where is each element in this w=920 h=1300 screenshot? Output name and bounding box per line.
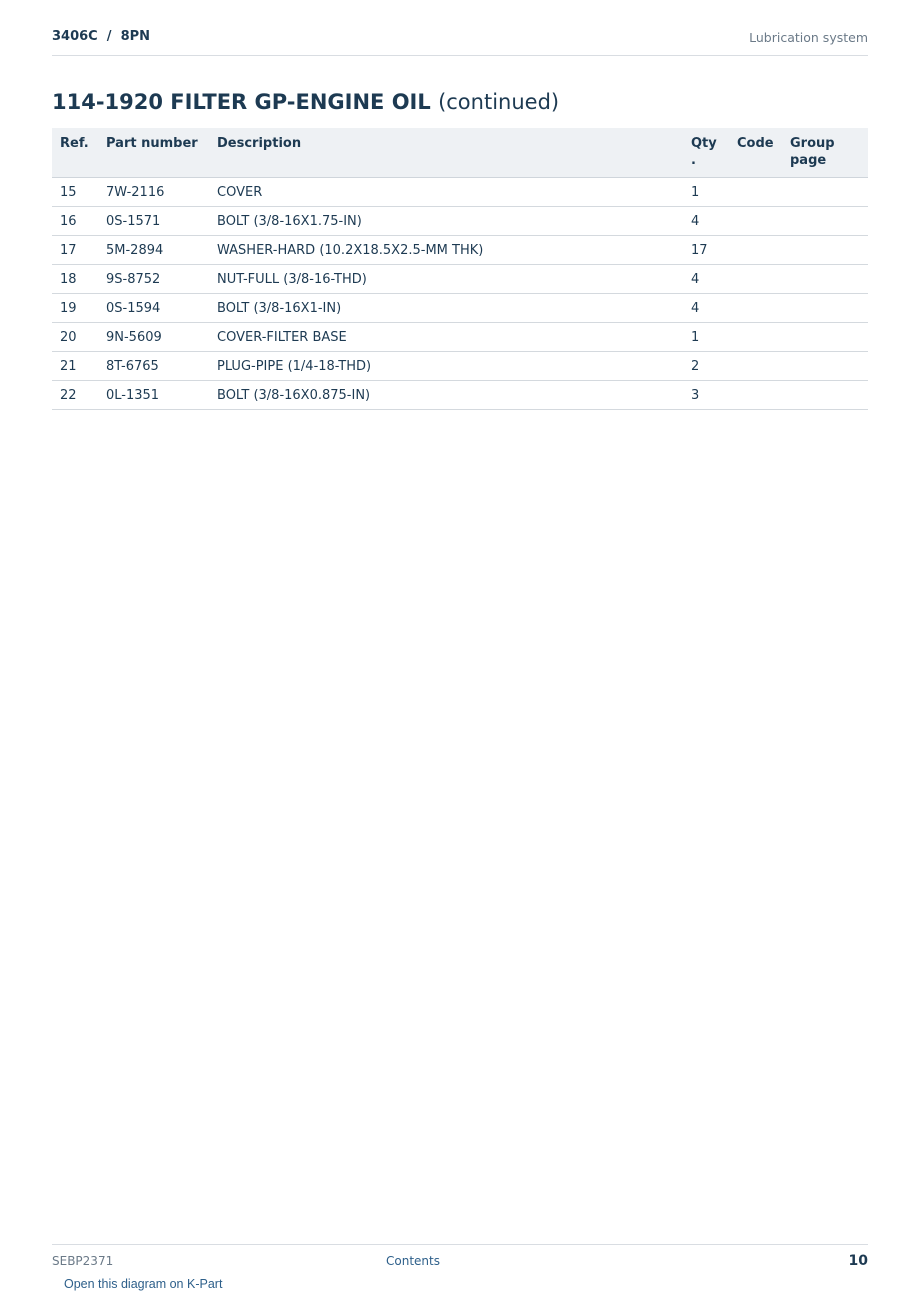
cell-part-number: 0L-1351 <box>98 381 209 410</box>
cell-qty: 1 <box>683 178 729 207</box>
column-header-part-number: Part number <box>98 128 209 178</box>
cell-description: PLUG-PIPE (1/4-18-THD) <box>209 352 683 381</box>
cell-group-page <box>782 236 868 265</box>
table-row <box>52 178 868 207</box>
table-row <box>52 352 868 381</box>
cell-description: NUT-FULL (3/8-16-THD) <box>209 265 683 294</box>
cell-code <box>729 207 782 236</box>
cell-group-page <box>782 381 868 410</box>
section-label: Lubrication system <box>749 30 868 45</box>
cell-code <box>729 352 782 381</box>
contents-link[interactable]: Contents <box>386 1254 440 1268</box>
cell-description: WASHER-HARD (10.2X18.5X2.5-MM THK) <box>209 236 683 265</box>
table-row <box>52 207 868 236</box>
cell-code <box>729 178 782 207</box>
table-row <box>52 294 868 323</box>
column-header-group-page: Group page <box>782 128 868 178</box>
cell-code <box>729 381 782 410</box>
cell-ref: 15 <box>52 178 98 207</box>
cell-code <box>729 294 782 323</box>
cell-ref: 21 <box>52 352 98 381</box>
cell-description: BOLT (3/8-16X1-IN) <box>209 294 683 323</box>
cell-part-number: 5M-2894 <box>98 236 209 265</box>
cell-code <box>729 236 782 265</box>
cell-description: BOLT (3/8-16X1.75-IN) <box>209 207 683 236</box>
page-title-main: 114-1920 FILTER GP-ENGINE OIL <box>52 90 431 114</box>
cell-group-page <box>782 207 868 236</box>
cell-qty: 4 <box>683 294 729 323</box>
table-row <box>52 323 868 352</box>
table-row <box>52 236 868 265</box>
cell-group-page <box>782 294 868 323</box>
column-header-description: Description <box>209 128 683 178</box>
cell-qty: 17 <box>683 236 729 265</box>
cell-qty: 2 <box>683 352 729 381</box>
cell-group-page <box>782 323 868 352</box>
cell-part-number: 8T-6765 <box>98 352 209 381</box>
cell-description: COVER <box>209 178 683 207</box>
page-number: 10 <box>848 1253 868 1269</box>
column-header-ref: Ref. <box>52 128 98 178</box>
table-row <box>52 265 868 294</box>
cell-qty: 3 <box>683 381 729 410</box>
cell-ref: 20 <box>52 323 98 352</box>
open-kpart-link[interactable]: Open this diagram on K-Part <box>64 1277 223 1291</box>
parts-table <box>52 128 868 410</box>
cell-description: BOLT (3/8-16X0.875-IN) <box>209 381 683 410</box>
cell-ref: 17 <box>52 236 98 265</box>
cell-qty: 4 <box>683 265 729 294</box>
cell-ref: 18 <box>52 265 98 294</box>
cell-group-page <box>782 352 868 381</box>
cell-part-number: 0S-1571 <box>98 207 209 236</box>
cell-ref: 16 <box>52 207 98 236</box>
cell-code <box>729 265 782 294</box>
cell-ref: 22 <box>52 381 98 410</box>
page-footer <box>52 1244 868 1274</box>
cell-qty: 1 <box>683 323 729 352</box>
model-label: 3406C / 8PN <box>52 29 151 44</box>
column-header-qty: Qty . <box>683 128 729 178</box>
cell-part-number: 0S-1594 <box>98 294 209 323</box>
table-row <box>52 381 868 410</box>
page-title-suffix: (continued) <box>438 90 560 114</box>
cell-description: COVER-FILTER BASE <box>209 323 683 352</box>
parts-table-body <box>52 178 868 410</box>
cell-part-number: 7W-2116 <box>98 178 209 207</box>
cell-part-number: 9S-8752 <box>98 265 209 294</box>
page-title <box>52 90 559 114</box>
cell-ref: 19 <box>52 294 98 323</box>
column-header-code: Code <box>729 128 782 178</box>
cell-part-number: 9N-5609 <box>98 323 209 352</box>
cell-group-page <box>782 178 868 207</box>
header-row <box>52 128 868 178</box>
page-header <box>52 28 868 56</box>
parts-table-header <box>52 128 868 178</box>
cell-qty: 4 <box>683 207 729 236</box>
cell-group-page <box>782 265 868 294</box>
cell-code <box>729 323 782 352</box>
document-id: SEBP2371 <box>52 1254 114 1268</box>
